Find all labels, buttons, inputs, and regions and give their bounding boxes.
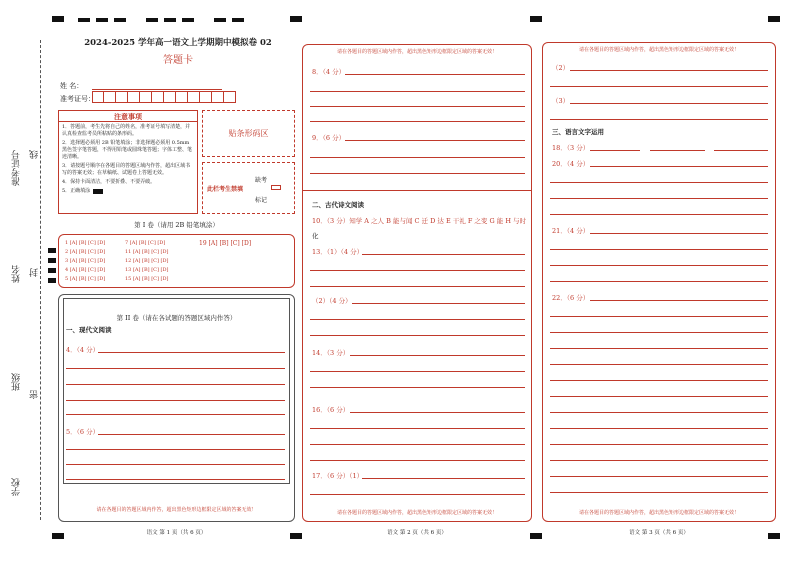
page-subtitle: 答题卡	[163, 55, 193, 66]
side-feng: 封	[30, 268, 40, 277]
answer-line[interactable]	[550, 380, 768, 381]
mc-row[interactable]: 2 [A] [B] [C] [D]	[65, 249, 106, 255]
answer-line[interactable]	[310, 444, 525, 445]
page-footer: 语文 第 3 页（共 6 页）	[629, 530, 689, 536]
side-zkzh-label: 准考证号	[12, 150, 22, 186]
section2-title: 第 II 卷（请在各试题的答题区域内作答）	[116, 314, 237, 322]
name-label: 姓 名：	[60, 82, 84, 90]
q10-label: 10．（3 分）知学 A 之人 B 能与闻 C 迁 D 达 E 干礼 F 之变 G 能 H 与时	[312, 217, 527, 225]
q13-label: 13．（1）（4 分）	[312, 248, 364, 256]
answer-line[interactable]	[66, 400, 285, 401]
answer-line[interactable]	[362, 254, 525, 255]
mc-row[interactable]: 15 [A] [B] [C] [D]	[125, 276, 169, 282]
answer-line[interactable]	[345, 140, 525, 141]
mc-col3	[199, 239, 251, 248]
note-item-text: 5．正确填涂	[62, 188, 91, 194]
barcode-label: 贴条形码区	[228, 129, 269, 138]
side-xian: 线	[30, 150, 40, 159]
answer-line[interactable]	[550, 476, 768, 477]
q4-label: 4．（4 分）	[66, 346, 100, 354]
notes-title: 注意事项	[59, 111, 197, 122]
answer-line[interactable]	[550, 316, 768, 317]
mc-box	[58, 234, 295, 288]
answer-line[interactable]	[590, 150, 640, 151]
page-footer: 语文 第 2 页（共 6 页）	[387, 530, 447, 536]
answer-line[interactable]	[650, 150, 705, 151]
answer-line[interactable]	[302, 190, 532, 191]
answer-line[interactable]	[310, 428, 525, 429]
q9-label: 9．（6 分）	[312, 134, 346, 142]
q14-label: 14．（3 分）	[312, 349, 350, 357]
answer-line[interactable]	[66, 464, 285, 465]
page-footer: 语文 第 1 页（共 6 页）	[146, 530, 207, 536]
answer-line[interactable]	[98, 434, 285, 435]
absent-box	[202, 162, 295, 214]
q3-label: （3）	[552, 97, 570, 105]
answer-region-col2	[302, 44, 532, 522]
name-field[interactable]	[92, 89, 222, 90]
answer-line[interactable]	[310, 157, 525, 158]
mc-row[interactable]: 3 [A] [B] [C] [D]	[65, 258, 106, 264]
reg-mark	[164, 18, 176, 22]
mc-col2	[125, 239, 168, 284]
answer-line[interactable]	[550, 396, 768, 397]
mc-row[interactable]: 11 [A] [B] [C] [D]	[125, 249, 169, 255]
answer-line[interactable]	[66, 479, 285, 480]
reg-mark	[78, 18, 90, 22]
answer-line[interactable]	[570, 103, 768, 104]
note-item: 4．保持卡面清洁，不要折叠、不要弄破。	[62, 179, 156, 185]
reg-mark	[96, 18, 108, 22]
reg-mark	[214, 18, 226, 22]
note-item	[62, 188, 194, 195]
mc-row[interactable]: 7 [A] [B] [C] [D]	[125, 240, 166, 246]
answer-line[interactable]	[550, 249, 768, 250]
answer-line[interactable]	[66, 449, 285, 450]
warning-text: 请在各题目的答题区域内作答，超出黑色矩形边框限定区域的答案无效！	[96, 507, 257, 513]
reg-mark	[48, 278, 56, 283]
absent-mark-bottom: 标记	[255, 197, 268, 204]
answer-line[interactable]	[310, 270, 525, 271]
mc-row[interactable]: 13 [A] [B] [C] [D]	[125, 267, 169, 273]
mc-row[interactable]: 19 [A] [B] [C] [D]	[199, 240, 252, 247]
warning-text: 请在各题目的答题区域内作答，超出黑色矩形边框限定区域的答案无效！	[336, 510, 497, 516]
answer-line[interactable]	[550, 86, 768, 87]
answer-line[interactable]	[310, 173, 525, 174]
answer-region-col3	[542, 42, 776, 522]
answer-line[interactable]	[590, 166, 768, 167]
answer-line[interactable]	[66, 368, 285, 369]
id-label: 准考证号：	[60, 95, 95, 103]
answer-line[interactable]	[310, 91, 525, 92]
q2-label: （2）	[552, 64, 570, 72]
note-item: 2．选择题必须用 2B 铅笔填涂；非选择题必须用 0.5mm 黑色签字笔答题，不得用铅笔或圆珠笔答题；字体工整、笔迹清晰。	[62, 140, 193, 160]
q21-label: 21．（4 分）	[552, 227, 590, 235]
warning-text: 请在各题目的答题区域内作答，超出黑色矩形边框限定区域的答案无效！	[578, 510, 739, 516]
part2-heading: 二、古代诗文阅读	[312, 201, 364, 209]
reg-mark	[48, 248, 56, 253]
note-item: 1．答题前，考生先将自己的姓名，准考证号填写清楚，并认真检查监考员所粘贴的条形码。	[62, 124, 191, 137]
answer-line[interactable]	[310, 121, 525, 122]
reg-mark	[48, 258, 56, 263]
barcode-area	[202, 110, 295, 157]
side-class-label: 班级	[12, 373, 22, 391]
answer-line[interactable]	[550, 265, 768, 266]
binding-line	[40, 40, 41, 520]
answer-line[interactable]	[550, 182, 768, 183]
q8-label: 8．（4 分）	[312, 68, 346, 76]
answer-line[interactable]	[352, 303, 525, 304]
answer-line[interactable]	[66, 384, 285, 385]
absent-checkbox[interactable]	[271, 185, 281, 190]
section1-title: 第 I 卷（请用 2B 铅笔填涂）	[134, 221, 219, 229]
mc-row[interactable]: 5 [A] [B] [C] [D]	[65, 276, 106, 282]
notes-box	[58, 110, 198, 214]
reg-mark	[232, 18, 244, 22]
mc-row[interactable]: 1 [A] [B] [C] [D]	[65, 240, 106, 246]
answer-line[interactable]	[98, 352, 285, 353]
answer-line[interactable]	[550, 460, 768, 461]
answer-line[interactable]	[350, 355, 525, 356]
answer-line[interactable]	[550, 332, 768, 333]
answer-line[interactable]	[350, 412, 525, 413]
answer-line[interactable]	[310, 106, 525, 107]
answer-line[interactable]	[310, 335, 525, 336]
answer-line[interactable]	[550, 119, 768, 120]
absent-label: 此栏考生禁填	[207, 186, 244, 193]
answer-line[interactable]	[590, 233, 768, 234]
q13b-label: （2）（4 分）	[312, 297, 352, 305]
q20-label: 20．（4 分）	[552, 160, 590, 168]
side-school-label: 学校	[12, 478, 22, 496]
mc-row[interactable]: 4 [A] [B] [C] [D]	[65, 267, 106, 273]
answer-line[interactable]	[550, 444, 768, 445]
reg-mark	[114, 18, 126, 22]
part1-heading: 一、现代文阅读	[66, 326, 112, 334]
reg-mark	[768, 16, 780, 22]
answer-line[interactable]	[550, 412, 768, 413]
answer-line[interactable]	[550, 428, 768, 429]
reg-mark	[182, 18, 194, 22]
note-item: 3．请按题号顺序在各题目的答题区域内作答，超出区域书写的答案无效；在草稿纸、试题卷上答题无效。	[62, 163, 191, 176]
q18-label: 18．（3 分）	[552, 144, 590, 152]
answer-line[interactable]	[550, 348, 768, 349]
answer-line[interactable]	[310, 460, 525, 461]
q16-label: 16．（6 分）	[312, 406, 350, 414]
answer-line[interactable]	[550, 492, 768, 493]
reg-mark	[530, 16, 542, 22]
id-boxes[interactable]	[92, 91, 236, 103]
answer-line[interactable]	[310, 387, 525, 388]
answer-line[interactable]	[550, 364, 768, 365]
part3-heading: 三、语言文字运用	[552, 128, 604, 136]
mc-row[interactable]: 12 [A] [B] [C] [D]	[125, 258, 169, 264]
mc-col1	[65, 239, 105, 284]
q17-label: 17．（6 分）（1）	[312, 472, 364, 480]
answer-line[interactable]	[310, 319, 525, 320]
filled-mark-icon	[93, 189, 103, 194]
answer-line[interactable]	[590, 300, 768, 301]
answer-line[interactable]	[362, 478, 525, 479]
reg-mark	[52, 16, 64, 22]
q10-text-cont: 化	[312, 232, 319, 240]
warning-text: 请在各题目的答题区域内作答，超出黑色矩形边框限定区域的答案无效！	[578, 47, 739, 53]
answer-line[interactable]	[714, 150, 768, 151]
answer-line[interactable]	[310, 286, 525, 287]
answer-line[interactable]	[550, 281, 768, 282]
q22-label: 22．（6 分）	[552, 294, 590, 302]
warning-text: 请在各题目的答题区域内作答，超出黑色矩形边框限定区域的答案无效！	[336, 49, 497, 55]
reg-mark	[48, 268, 56, 273]
answer-line[interactable]	[550, 214, 768, 215]
answer-line[interactable]	[310, 494, 525, 495]
answer-line[interactable]	[570, 70, 768, 71]
answer-line[interactable]	[345, 74, 525, 75]
q10-text	[312, 216, 526, 225]
reg-mark	[146, 18, 158, 22]
side-name-label: 姓名	[12, 265, 22, 283]
side-mi: 密	[30, 390, 40, 399]
reg-mark	[290, 16, 302, 22]
page-title: 2024-2025 学年高一语文上学期期中模拟卷 02	[84, 38, 272, 48]
answer-line[interactable]	[550, 198, 768, 199]
absent-mark-top: 缺考	[255, 177, 268, 184]
answer-line[interactable]	[66, 414, 285, 415]
answer-line[interactable]	[310, 371, 525, 372]
q5-label: 5．（6 分）	[66, 428, 100, 436]
